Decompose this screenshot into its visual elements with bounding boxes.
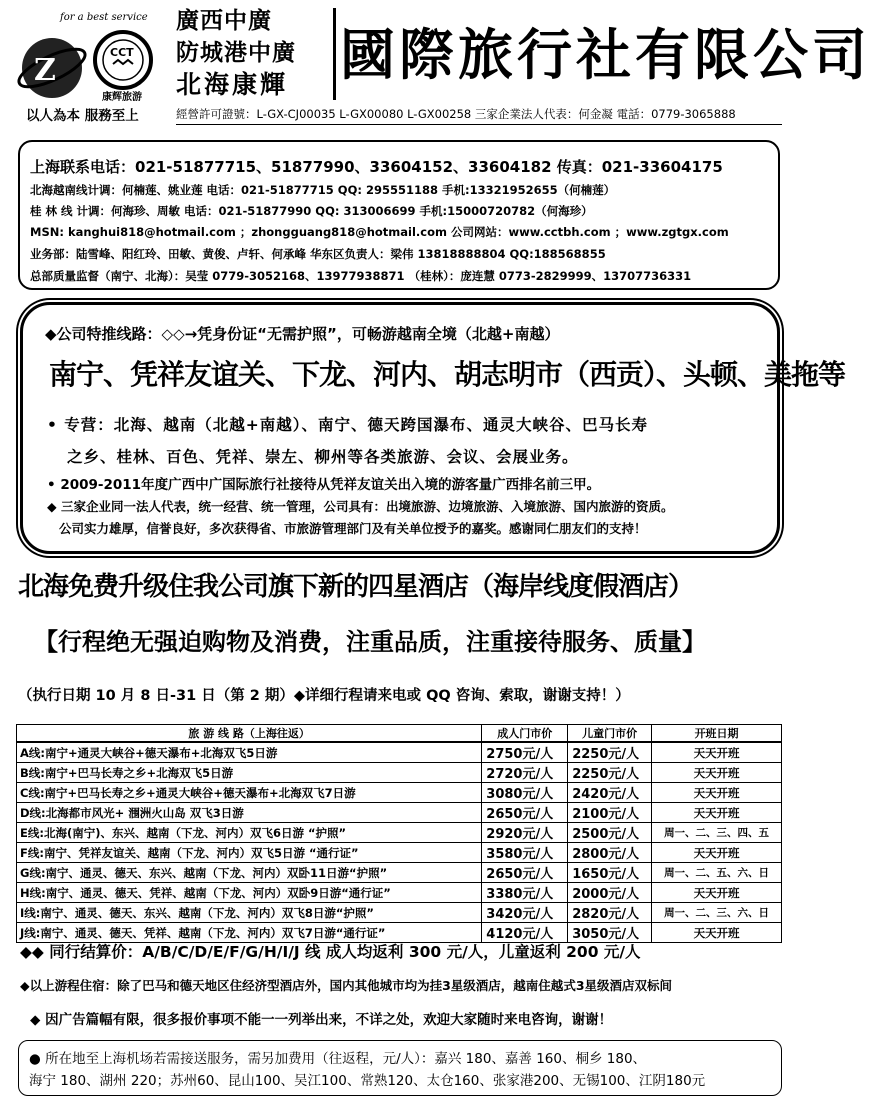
svg-text:Z: Z bbox=[34, 53, 56, 88]
notice-line: ◆ 因广告篇幅有限，很多报价事项不能一一列举出来，不详之处，欢迎大家随时来电咨询，谢谢！ bbox=[30, 1012, 613, 1028]
table-row: C线:南宁+巴马长寿之乡+通灵大峡谷+德天瀑布+北海双飞7日游 3080元/人 2420元/人 天天开班 bbox=[17, 783, 782, 803]
promo-specialty-1: • 专营：北海、越南（北越+南越）、南宁、德天跨国瀑布、通灵大峡谷、巴马长寿 bbox=[47, 416, 649, 434]
col-header-child: 儿童门市价 bbox=[568, 725, 652, 743]
table-row: E线:北海(南宁)、东兴、越南（下龙、河内）双飞6日游 “护照” 2920元/人 2500元/人 周一、二、三、四、五 bbox=[17, 823, 782, 843]
company-main-title: 國際旅行社有限公司 bbox=[340, 22, 871, 87]
promo-thanks: 公司实力雄厚，信誉良好，多次获得省、市旅游管理部门及有关单位授予的嘉奖。感谢同仁朋友们的支持！ bbox=[59, 521, 647, 536]
business-dept-line: 业务部：陆雪峰、阳红玲、田敏、黄俊、卢轩、何承峰 华东区负责人：梁伟 13818888804 QQ:188568855 bbox=[30, 247, 606, 261]
svg-text:CCT: CCT bbox=[110, 46, 134, 59]
pickup-line-1: ● 所在地至上海机场若需接送服务，需另加费用（往返程，元/人）：嘉兴 180、嘉善 160、桐乡 180、 bbox=[29, 1051, 647, 1067]
col-header-route: 旅 游 线 路（上海往返） bbox=[17, 725, 482, 743]
period-line: （执行日期 10 月 8 日-31 日（第 2 期）◆详细行程请来电或 QQ 咨询、索取，谢谢支持！） bbox=[18, 688, 630, 704]
promo-specialty-2: 之乡、桂林、百色、凭祥、崇左、柳州等各类旅游、会议、会展业务。 bbox=[67, 448, 579, 466]
route-price-table bbox=[16, 724, 782, 943]
logo-slogan: 以人為本 服務至上 bbox=[26, 108, 139, 124]
col-header-adult: 成人门市价 bbox=[482, 725, 568, 743]
company-name-guangxi: 廣西中廣 bbox=[176, 7, 272, 34]
hotel-upgrade-headline: 北海免费升级住我公司旗下新的四星酒店（海岸线度假酒店） bbox=[18, 572, 694, 602]
col-header-schedule: 开班日期 bbox=[652, 725, 782, 743]
svg-text:康辉旅游: 康辉旅游 bbox=[102, 92, 142, 103]
table-row: J线:南宁、通灵、德天、凭祥、越南（下龙、河内）双飞7日游“通行证” 4120元/人 3050元/人 天天开班 bbox=[17, 923, 782, 943]
msn-website-line: MSN: kanghui818@hotmail.com ；zhongguang818@hotmail.com 公司网站：www.cctbh.com ；www.zgtgx.com bbox=[30, 225, 729, 239]
quality-supervision-line: 总部质量监督（南宁、北海）：吴莹 0779-3052168、13977938871 （桂林）：庞连慧 0773-2829999、13707736331 bbox=[30, 269, 692, 283]
table-row: D线:北海都市风光+ 涠洲火山岛 双飞3日游 2650元/人 2100元/人 天天开班 bbox=[17, 803, 782, 823]
table-row: H线:南宁、通灵、德天、凭祥、越南（下龙、河内）双卧9日游“通行证” 3380元/人 2000元/人 天天开班 bbox=[17, 883, 782, 903]
table-header-row bbox=[17, 725, 782, 743]
table-row: B线:南宁+巴马长寿之乡+北海双飞5日游 2720元/人 2250元/人 天天开班 bbox=[17, 763, 782, 783]
contact-info-box bbox=[18, 140, 780, 290]
beihai-vietnam-planner-line: 北海越南线计调：何楠莲、姚业莲 电话：021-51877715 QQ: 295551188 手机:13321952655（何楠莲） bbox=[30, 183, 616, 197]
quality-headline: 【行程绝无强迫购物及消费，注重品质，注重接待服务、质量】 bbox=[34, 627, 706, 656]
guilin-planner-line: 桂 林 线 计调：何海珍、周敏 电话：021-51877990 QQ: 313006699 手机:15000720782（何海珍） bbox=[30, 204, 593, 218]
promo-ranking: • 2009-2011年度广西中广国际旅行社接待从凭祥友谊关出入境的游客量广西排名前三甲。 bbox=[47, 477, 601, 493]
company-name-fangchenggang: 防城港中廣 bbox=[176, 39, 296, 66]
logo-tagline: for a best service bbox=[60, 12, 148, 23]
airport-pickup-box bbox=[18, 1040, 782, 1096]
pickup-line-2: 海宁 180、湖州 220；苏州60、昆山100、吴江100、常熟120、太仓160、张家港200、无锡100、江阴180元 bbox=[29, 1073, 706, 1089]
table-row: A线:南宁+通灵大峡谷+德天瀑布+北海双飞5日游 2750元/人 2250元/人 天天开班 bbox=[17, 742, 782, 763]
company-logo bbox=[18, 8, 166, 126]
table-row: G线:南宁、通灵、德天、东兴、越南（下龙、河内）双卧11日游“护照” 2650元/人 1650元/人 周一、二、五、六、日 bbox=[17, 863, 782, 883]
company-name-beihai: 北海康輝 bbox=[176, 70, 289, 99]
promo-qualification: ◆ 三家企业同一法人代表，统一经营、统一管理，公司具有：出境旅游、边境旅游、入境旅游、国内旅游的资质。 bbox=[47, 499, 674, 514]
license-line: 經營許可證號：L-GX-CJ00035 L-GX00080 L-GX00258 三家企業法人代表：何金凝 電話：0779-3065888 bbox=[176, 107, 736, 121]
shanghai-phone-line: 上海联系电话：021-51877715、51877990、33604152、33604182 传真：021-33604175 bbox=[30, 158, 723, 176]
settlement-line: ◆◆ 同行结算价：A/B/C/D/E/F/G/H/I/J 线 成人均返利 300 元/人，儿童返利 200 元/人 bbox=[20, 943, 641, 961]
promo-destinations: 南宁、凭祥友谊关、下龙、河内、胡志明市（西贡）、头顿、美拖等 bbox=[49, 358, 846, 391]
promo-box bbox=[20, 302, 846, 554]
table-row: F线:南宁、凭祥友谊关、越南（下龙、河内）双飞5日游 “通行证” 3580元/人 2800元/人 天天开班 bbox=[17, 843, 782, 863]
accommodation-line: ◆以上游程住宿：除了巴马和德天地区住经济型酒店外，国内其他城市均为挂3星级酒店，越南住越式3星级酒店双标间 bbox=[20, 978, 673, 993]
header-rule bbox=[176, 124, 782, 125]
table-row: I线:南宁、通灵、德天、东兴、越南（下龙、河内）双飞8日游“护照” 3420元/人 2820元/人 周一、二、三、六、日 bbox=[17, 903, 782, 923]
promo-headline: ◆公司特推线路：◇◇→凭身份证“无需护照”，可畅游越南全境（北越+南越） bbox=[45, 325, 560, 343]
header-divider bbox=[333, 8, 336, 100]
